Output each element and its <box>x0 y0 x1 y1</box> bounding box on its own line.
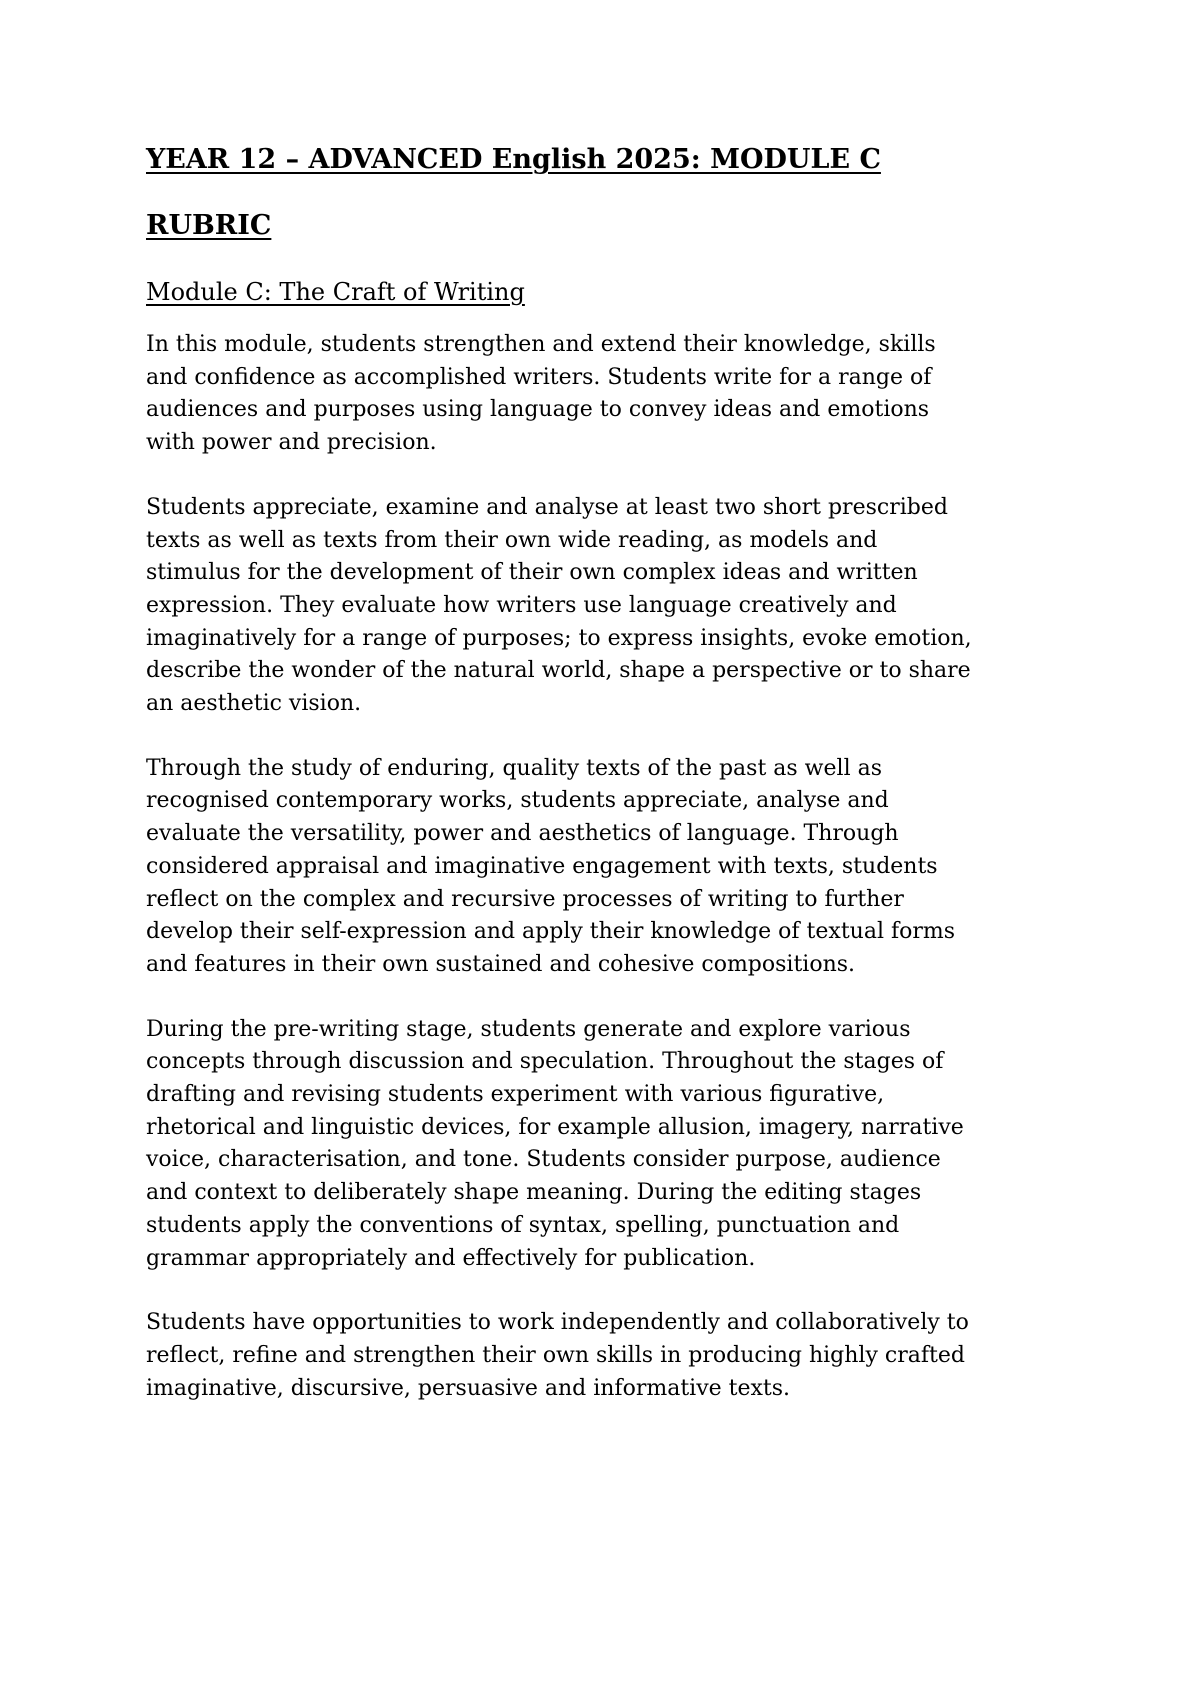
text-line: Through the study of enduring, quality texts of the past as well as <box>146 755 883 781</box>
text-line: concepts through discussion and speculation. Throughout the stages of <box>146 1049 944 1075</box>
text-line: During the pre-writing stage, students generate and explore various <box>146 1016 911 1042</box>
text-line: reflect, refine and strengthen their own skills in producing highly crafted <box>146 1342 965 1368</box>
text-line: considered appraisal and imaginative engagement with texts, students <box>146 853 938 879</box>
text-line: with power and precision. <box>146 430 437 456</box>
document-title: YEAR 12 – ADVANCED English 2025: MODULE C <box>146 144 881 175</box>
text-line: and features in their own sustained and cohesive compositions. <box>146 951 856 977</box>
text-line: texts as well as texts from their own wide reading, as models and <box>146 527 878 553</box>
text-line: students apply the conventions of syntax, spelling, punctuation and <box>146 1212 900 1238</box>
text-line: reflect on the complex and recursive processes of writing to further <box>146 886 904 912</box>
text-line: imaginatively for a range of purposes; to express insights, evoke emotion, <box>146 625 972 651</box>
text-line: voice, characterisation, and tone. Students consider purpose, audience <box>146 1147 941 1173</box>
text-line: an aesthetic vision. <box>146 691 362 717</box>
text-line: In this module, students strengthen and extend their knowledge, skills <box>146 332 936 357</box>
text-line: Students appreciate, examine and analyse at least two short prescribed <box>146 494 948 520</box>
text-line: and confidence as accomplished writers. Students write for a range of <box>146 364 932 390</box>
text-line: develop their self-expression and apply their knowledge of textual forms <box>146 919 956 945</box>
text-line: audiences and purposes using language to convey ideas and emotions <box>146 397 930 423</box>
text-line: drafting and revising students experiment with various figurative, <box>146 1082 885 1108</box>
text-line: recognised contemporary works, students appreciate, analyse and <box>146 788 889 814</box>
paragraph-prescribed-texts <box>146 492 1086 721</box>
text-line: stimulus for the development of their own complex ideas and written <box>146 560 918 586</box>
text-line: imaginative, discursive, persuasive and informative texts. <box>146 1375 791 1401</box>
paragraph-opportunities <box>146 1307 1086 1405</box>
text-line: and context to deliberately shape meaning. During the editing stages <box>146 1180 922 1206</box>
text-line: describe the wonder of the natural world, shape a perspective or to share <box>146 658 971 684</box>
text-line: Students have opportunities to work independently and collaboratively to <box>146 1310 969 1336</box>
paragraph-enduring-texts <box>146 753 1086 982</box>
paragraph-writing-stages <box>146 1014 1086 1276</box>
text-line: expression. They evaluate how writers use language creatively and <box>146 592 897 618</box>
document-content <box>146 143 1086 1437</box>
module-heading: Module C: The Craft of Writing <box>146 278 525 306</box>
document-title-rubric: RUBRIC <box>146 210 272 241</box>
text-line: grammar appropriately and effectively for publication. <box>146 1245 756 1271</box>
paragraph-intro <box>146 329 1086 460</box>
text-line: rhetorical and linguistic devices, for example allusion, imagery, narrative <box>146 1114 964 1140</box>
text-line: evaluate the versatility, power and aesthetics of language. Through <box>146 821 899 847</box>
